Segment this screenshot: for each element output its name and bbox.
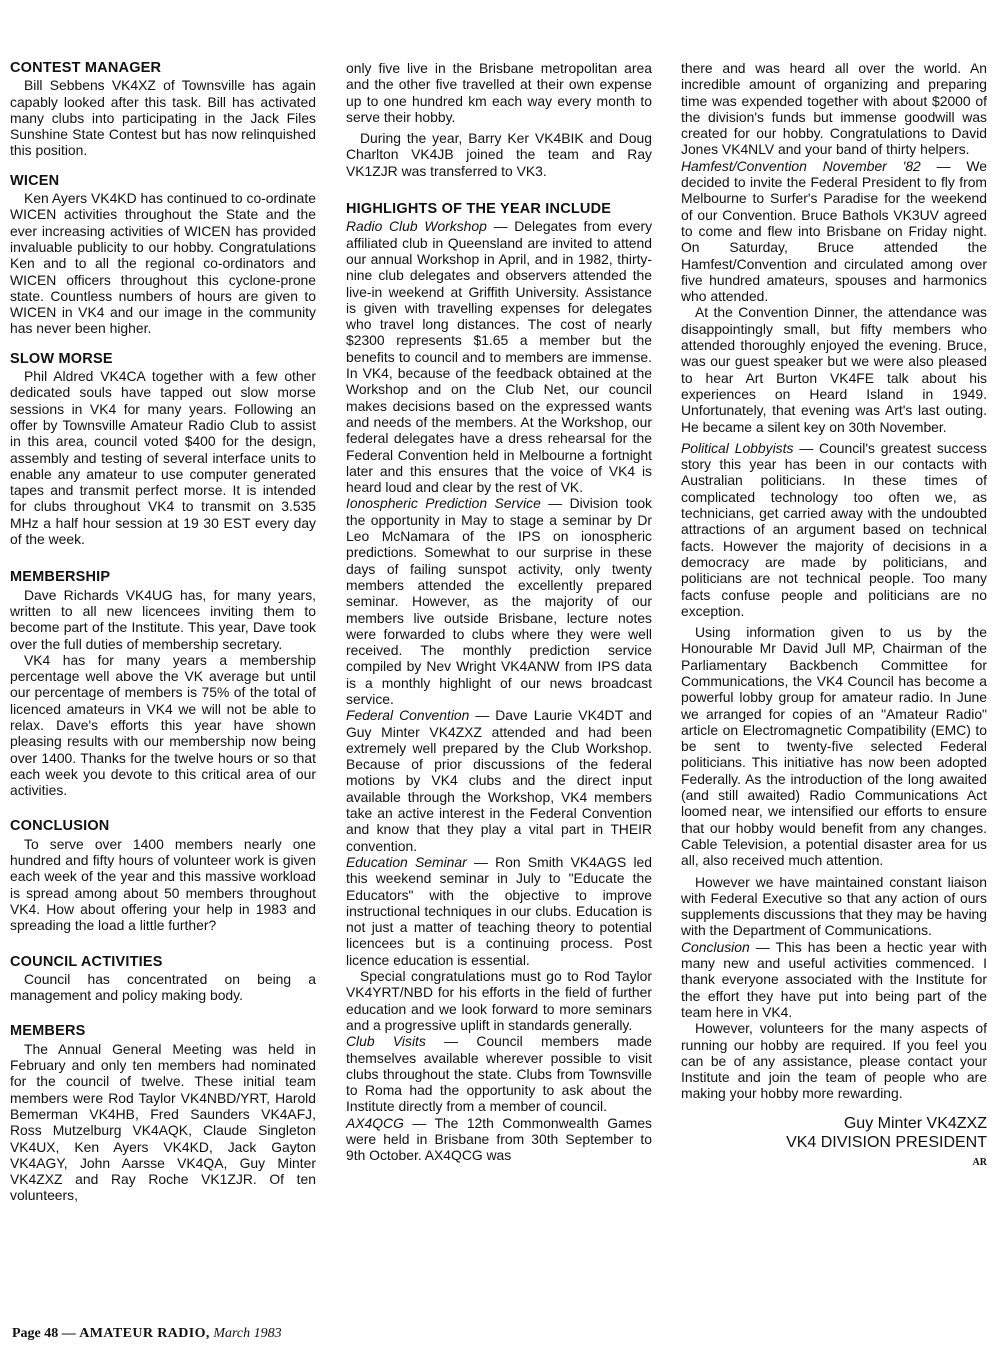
signature-block xyxy=(681,1114,987,1152)
signature-name: Guy Minter VK4ZXZ xyxy=(843,1114,987,1132)
paragraph: Phil Aldred VK4CA together with a few other dedicated souls have tapped out slow morse sessions in VK4 for many years. Following an offer by Townsville Amateur Radio Club to assist in this area, council voted $400 for the design, assembly and testing of several interface units to enable any amateur to use computer generated tapes and transmit perfect morse. It is intended for clubs throughout VK4 to transmit on 3.535 MHz a half hour session at 19 30 EST every day of the week. xyxy=(10,368,316,548)
paragraph: there and was heard all over the world. An incredible amount of organizing and preparing time was expended together with about $2000 of the division's funds but immense goodwill was created for our hobby. Congratulations to David Jones VK4NLV and your band of thirty helpers. xyxy=(681,60,987,158)
paragraph: At the Convention Dinner, the attendance was disappointingly small, but fifty members who attended thoroughly enjoyed the evening. Bruce, was our guest speaker but we were also pleased to hear Art Burton VK4FE talk about his experiences on Heard Island in 1949. Unfortunately, that evening was Art's last outing. He became a silent key on 30th November. xyxy=(681,304,987,435)
paragraph: Using information given to us by the Honourable Mr David Jull MP, Chairman of the Parliamentary Backbench Committee for Communications, the VK4 Council has become a powerful lobby group for amateur radio. In June we arranged for copies of an "Amateur Radio" article on Electromagnetic Compatibility (EMC) to be sent to twenty-five selected Federal politicians. This initiative has now been adopted Federally. As the introduction of the long awaited (and still awaited) Radio Communications Act loomed near, we intensified our efforts to ensure that our hobby would benefit from any changes. Cable Television, a potential disaster area for us all, also received much attention. xyxy=(681,624,987,869)
paragraph-text: — Delegates from every affiliated club in Queensland are invited to attend our annual Workshop in April, and in 1982, thirty-nine club delegates and observers attended the live-in weekend at Griffith University. Assistance is given with travelling expenses for delegates who travel long distances. The cost of nearly $2300 represents $1.65 a member but the benefits to council and to members are immense. In VK4, because of the feedback obtained at the Workshop and on the Club Net, our council makes decisions based on the expressed wants and needs of the members. At the Workshop, our federal delegates have a dress rehearsal for the Federal Convention held in Melbourne a fortnight later and this ensures that the voice of VK4 is heard loud and clear by the rest of VK. xyxy=(346,218,653,496)
paragraph: The Annual General Meeting was held in February and only ten members had nominated for the council of twelve. These initial team members were Rod Taylor VK4NBD/YRT, Harold Bemerman VK4HB, Fred Saunders VK4AFJ, Ross Mutzelburg VK4AQK, Claude Singleton VK4UX, Ken Ayers VK4KD, Jack Gayton VK4AGY, John Aarsse VK4QA, Guy Minter VK4ZXZ and Ray Roche VK1ZJR. Of ten volunteers, xyxy=(10,1040,316,1204)
column-right xyxy=(681,60,987,1171)
paragraph-text: — Ron Smith VK4AGS led this weekend seminar in July to "Educate the Educators" with the objective to improve instructional techniques in our clubs. Education is not just a matter of teaching theory to potential licencees but is a continuing process. Post licence education is essential. xyxy=(346,853,652,968)
paragraph-club-visits xyxy=(346,1033,652,1114)
paragraph-education-seminar xyxy=(346,854,652,968)
issue-month: March 1983 xyxy=(213,1326,282,1341)
magazine-name: AMATEUR RADIO, xyxy=(79,1326,210,1341)
paragraph: Ken Ayers VK4KD has continued to co-ordinate WICEN activities throughout the State and the ever increasing activities of WICEN has provided invaluable publicity to our hobby. Congratulations Ken and to all the regional co-ordinators and WICEN officers throughout this cyclone-prone state. Countless numbers of hours are given to WICEN in VK4 and our image in the community has never been higher. xyxy=(10,190,316,337)
section-council-activities xyxy=(10,954,316,1004)
section-contest-manager xyxy=(10,60,316,159)
paragraph-ax4qcg xyxy=(346,1115,652,1164)
subheading: Radio Club Workshop xyxy=(346,218,487,235)
heading-highlights: HIGHLIGHTS OF THE YEAR INCLUDE xyxy=(346,201,612,218)
column-middle xyxy=(346,60,652,1164)
end-mark: AR xyxy=(972,1156,987,1168)
section-membership xyxy=(10,569,316,798)
subheading: Ionospheric Prediction Service xyxy=(346,495,541,512)
subheading: Hamfest/Convention November '82 xyxy=(681,157,921,174)
heading-conclusion: CONCLUSION xyxy=(10,818,110,835)
heading-membership: MEMBERSHIP xyxy=(10,569,111,586)
subheading: Political Lobbyists xyxy=(681,439,794,456)
paragraph-conclusion xyxy=(681,939,987,1020)
page-number: Page 48 — xyxy=(12,1326,76,1341)
section-slow-morse xyxy=(10,351,316,548)
column-left xyxy=(10,60,316,1218)
heading-council-activities: COUNCIL ACTIVITIES xyxy=(10,953,163,970)
section-conclusion xyxy=(10,818,316,933)
paragraph-text: — Dave Laurie VK4DT and Guy Minter VK4ZXZ attended and had been extremely well prepared by the Club Workshop. Because of prior discussions of the federal motions by VK4 clubs and the direct input available through the Workshop, VK4 members take an active interest in the Federal Convention and know that they play a vital part in THEIR convention. xyxy=(346,707,652,854)
subheading: Club Visits xyxy=(346,1033,426,1050)
subheading: Federal Convention xyxy=(346,707,470,724)
heading-members: MEMBERS xyxy=(10,1023,86,1040)
heading-slow-morse: SLOW MORSE xyxy=(10,350,113,367)
paragraph: Dave Richards VK4UG has, for many years, written to all new licencees inviting them to become part of the Institute. This year, Dave took over the full duties of membership secretary. xyxy=(10,586,316,652)
paragraph: Special congratulations must go to Rod Taylor VK4YRT/NBD for his efforts in the field of further education and we look forward to more seminars and a progressive uplift in standards generally. xyxy=(346,968,652,1033)
paragraph-ionospheric xyxy=(346,495,652,707)
paragraph-text: — Council's greatest success story this year has been in our contacts with Australian politicians. In these times of complicated technology too often we, as technicians, get carried away with the undoubted attractions of an argument based on technical facts. However the majority of decisions in a democracy are made by politicians, and politicians are not technical people. Too many facts confuse people and politicians are no exception. xyxy=(681,439,988,619)
paragraph-radio-club-workshop xyxy=(346,218,652,495)
subheading: AX4QCG xyxy=(346,1114,404,1131)
paragraph-text: — The 12th Commonwealth Games were held in Brisbane from 30th September to 9th October. AX4QCG was xyxy=(346,1114,653,1164)
paragraph-text: — We decided to invite the Federal President to fly from Melbourne to Surfer's Paradise for the weekend of our Convention. Bruce Bathols VK3UV agreed to come and flew into Brisbane on Friday night. On Saturday, Bruce attended the Hamfest/Convention and circulated among over five hundred amateurs, spouses and harmonics who attended. xyxy=(681,157,988,305)
paragraph-text: — Council members made themselves available wherever possible to visit clubs throughout the state. Clubs from Townsville to Roma had the opportunity to ask about the Institute directly from a member of council. xyxy=(346,1033,652,1115)
paragraph: Council has concentrated on being a management and policy making body. xyxy=(10,970,316,1004)
paragraph: To serve over 1400 members nearly one hundred and fifty hours of volunteer work is given each week of the year and this massive workload is spread among about 50 members throughout VK4. How about offering your help in 1983 and spreading the load a little further? xyxy=(10,835,316,934)
paragraph: During the year, Barry Ker VK4BIK and Doug Charlton VK4JB joined the team and Ray VK1ZJR was transferred to VK3. xyxy=(346,130,652,179)
paragraph-federal-convention xyxy=(346,707,652,854)
paragraph: However we have maintained constant liaison with Federal Executive so that any action of ours supplements discussions that they may be having with the Department of Communications. xyxy=(681,873,987,939)
paragraph-text: — Division took the opportunity in May to stage a seminar by Dr Leo McNamara of the IPS on ionospheric predictions. Somewhat to our surprise in these days of failing sunspot activity, only twenty members attended the excellently prepared seminar. However, as the majority of our members live outside Brisbane, lecture notes were forwarded to clubs where they were well received. The monthly prediction service compiled by Nev Wright VK4ANW from IPS data is a monthly highlight of our news broadcast service. xyxy=(346,495,652,707)
paragraph: VK4 has for many years a membership percentage well above the VK average but until our percentage of members is 75% of the total of licenced amateurs in VK4 we will not be able to relax. Dave's efforts this year have shown pleasing results with our membership now being over 1400. Thanks for the twelve hours or so that each week you devote to this critical area of our activities. xyxy=(10,651,316,799)
section-wicen xyxy=(10,173,316,337)
heading-wicen: WICEN xyxy=(10,172,60,189)
signature-title: VK4 DIVISION PRESIDENT xyxy=(786,1133,987,1151)
subheading: Education Seminar xyxy=(346,853,467,870)
paragraph-hamfest xyxy=(681,158,987,305)
paragraph: only five live in the Brisbane metropolitan area and the other five travelled at their own expense up to one hundred km each way every month to serve their hobby. xyxy=(346,60,652,125)
paragraph-text: — This has been a hectic year with many new and useful activities commenced. I thank everyone associated with the Institute for the effort they have put into being part of the team here in VK4. xyxy=(681,938,987,1020)
section-members xyxy=(10,1023,316,1203)
heading-contest-manager: CONTEST MANAGER xyxy=(10,60,162,76)
paragraph: However, volunteers for the many aspects of running our hobby are required. If you feel you can be of any assistance, please contact your Institute and join the team of people who are making your hobby more rewarding. xyxy=(681,1020,987,1102)
subheading: Conclusion xyxy=(681,938,750,955)
page-footer xyxy=(12,1326,282,1342)
paragraph: Bill Sebbens VK4XZ of Townsville has again capably looked after this task. Bill has activated many clubs into participating in the Jack Files Sunshine State Contest but has now relinquished this position. xyxy=(10,77,316,159)
paragraph-political-lobbyists xyxy=(681,440,987,619)
